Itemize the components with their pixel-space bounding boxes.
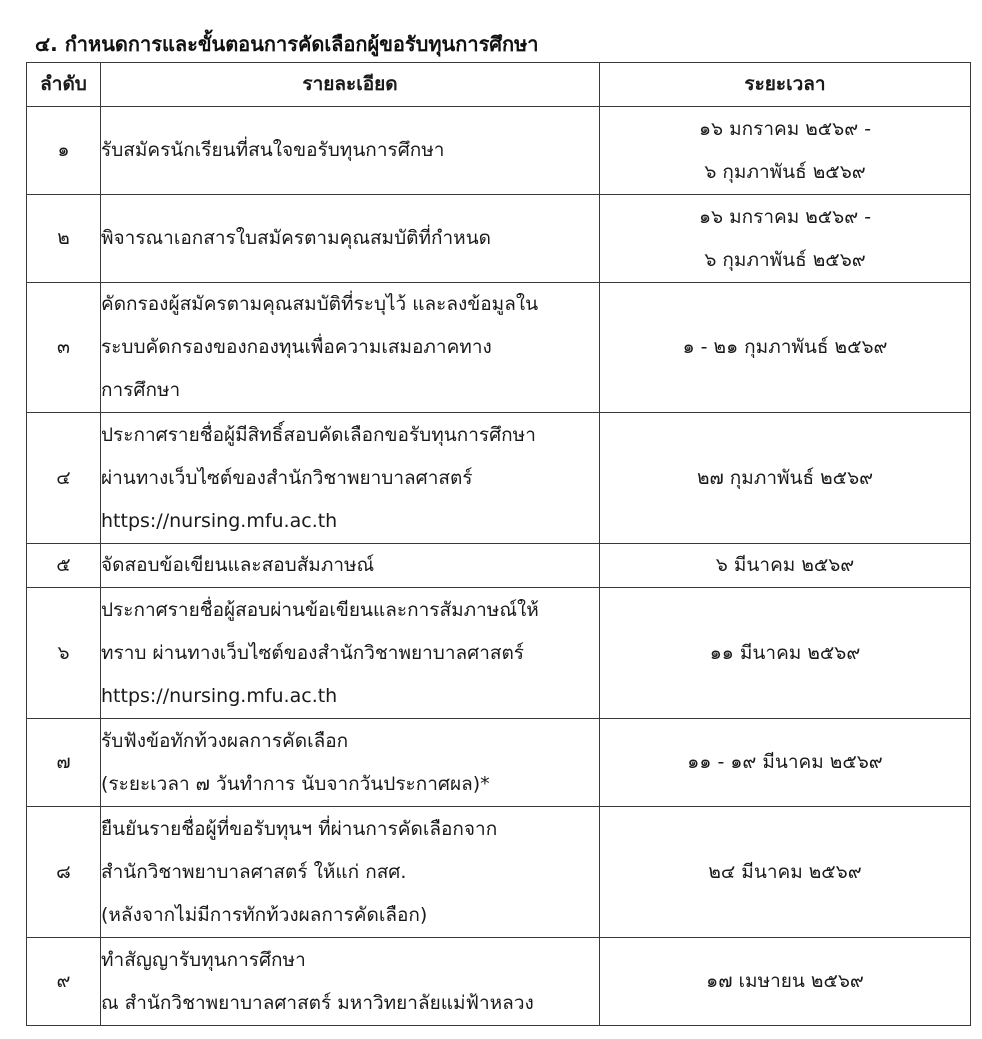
- row-detail: [101, 107, 600, 195]
- row-number: ๑: [27, 107, 101, 195]
- row-detail: [101, 938, 600, 1026]
- table-row: [27, 588, 971, 719]
- detail-line: (ระยะเวลา ๗ วันทำการ นับจากวันประกาศผล)*: [101, 772, 490, 795]
- row-number: ๖: [27, 588, 101, 719]
- table-row: [27, 413, 971, 544]
- column-header-period: ระยะเวลา: [600, 63, 971, 107]
- detail-line: รับสมัครนักเรียนที่สนใจขอรับทุนการศึกษา: [101, 139, 445, 161]
- column-header-detail: รายละเอียด: [101, 63, 600, 107]
- row-number: ๕: [27, 544, 101, 588]
- row-detail: [101, 544, 600, 588]
- detail-line: คัดกรองผู้สมัครตามคุณสมบัติที่ระบุไว้ และลงข้อมูลใน: [101, 293, 539, 315]
- detail-line: ประกาศรายชื่อผู้สอบผ่านข้อเขียนและการสัมภาษณ์ให้: [101, 598, 539, 621]
- period-line: ๑ - ๒๑ กุมภาพันธ์ ๒๕๖๙: [682, 336, 888, 358]
- section-heading: ๔. กำหนดการและขั้นตอนการคัดเลือกผู้ขอรับทุนการศึกษา: [35, 32, 539, 56]
- table-row: [27, 283, 971, 413]
- table-row: [27, 938, 971, 1026]
- row-period: [600, 807, 971, 938]
- table-row: [27, 807, 971, 938]
- table-row: [27, 719, 971, 807]
- website-url: https://nursing.mfu.ac.th: [101, 684, 338, 707]
- detail-line: การศึกษา: [101, 379, 181, 401]
- row-detail: [101, 807, 600, 938]
- detail-line: จัดสอบข้อเขียนและสอบสัมภาษณ์: [101, 554, 375, 576]
- row-detail: [101, 195, 600, 283]
- row-period: [600, 283, 971, 413]
- row-number: ๔: [27, 413, 101, 544]
- detail-line: ระบบคัดกรองของกองทุนเพื่อความเสมอภาคทาง: [101, 336, 492, 358]
- website-url: https://nursing.mfu.ac.th: [101, 509, 338, 532]
- detail-line: ณ สำนักวิชาพยาบาลศาสตร์ มหาวิทยาลัยแม่ฟ้าหลวง: [101, 991, 534, 1014]
- period-line: ๑๖ มกราคม ๒๕๖๙ -: [698, 205, 872, 228]
- row-number: ๙: [27, 938, 101, 1026]
- row-number: ๗: [27, 719, 101, 807]
- column-header-no: ลำดับ: [27, 63, 101, 107]
- detail-line: ทราบ ผ่านทางเว็บไซต์ของสำนักวิชาพยาบาลศาสตร์: [101, 641, 525, 664]
- row-period: [600, 195, 971, 283]
- detail-line: รับฟังข้อทักท้วงผลการคัดเลือก: [101, 729, 349, 752]
- table-row: [27, 107, 971, 195]
- row-detail: [101, 719, 600, 807]
- period-line: ๑๖ มกราคม ๒๕๖๙ -: [698, 117, 872, 140]
- row-period: [600, 719, 971, 807]
- selection-schedule-table: [26, 62, 971, 1026]
- detail-line: สำนักวิชาพยาบาลศาสตร์ ให้แก่ กสศ.: [101, 860, 407, 883]
- table-row: [27, 195, 971, 283]
- period-line: ๑๑ - ๑๙ มีนาคม ๒๕๖๙: [687, 751, 883, 773]
- row-number: ๘: [27, 807, 101, 938]
- detail-line: (หลังจากไม่มีการทักท้วงผลการคัดเลือก): [101, 903, 428, 926]
- table-row: [27, 544, 971, 588]
- row-detail: [101, 413, 600, 544]
- period-line: ๖ กุมภาพันธ์ ๒๕๖๙: [704, 248, 866, 271]
- row-period: [600, 588, 971, 719]
- row-period: [600, 107, 971, 195]
- table-header-row: [27, 63, 971, 107]
- period-line: ๒๗ กุมภาพันธ์ ๒๕๖๙: [696, 466, 874, 489]
- row-period: [600, 938, 971, 1026]
- detail-line: ยืนยันรายชื่อผู้ที่ขอรับทุนฯ ที่ผ่านการคัดเลือกจาก: [101, 817, 498, 840]
- row-number: ๓: [27, 283, 101, 413]
- period-line: ๑๑ มีนาคม ๒๕๖๙: [709, 641, 861, 664]
- period-line: ๒๔ มีนาคม ๒๕๖๙: [708, 860, 862, 883]
- row-number: ๒: [27, 195, 101, 283]
- period-line: ๑๗ เมษายน ๒๕๖๙: [706, 970, 864, 992]
- detail-line: ผ่านทางเว็บไซต์ของสำนักวิชาพยาบาลศาสตร์: [101, 466, 473, 489]
- detail-line: พิจารณาเอกสารใบสมัครตามคุณสมบัติที่กำหนด: [101, 227, 492, 249]
- row-detail: [101, 588, 600, 719]
- detail-line: ประกาศรายชื่อผู้มีสิทธิ์สอบคัดเลือกขอรับทุนการศึกษา: [101, 423, 536, 446]
- detail-line: ทำสัญญารับทุนการศึกษา: [101, 948, 306, 971]
- row-period: [600, 413, 971, 544]
- row-detail: [101, 283, 600, 413]
- row-period: [600, 544, 971, 588]
- period-line: ๖ กุมภาพันธ์ ๒๕๖๙: [704, 160, 866, 183]
- period-line: ๖ มีนาคม ๒๕๖๙: [715, 554, 855, 576]
